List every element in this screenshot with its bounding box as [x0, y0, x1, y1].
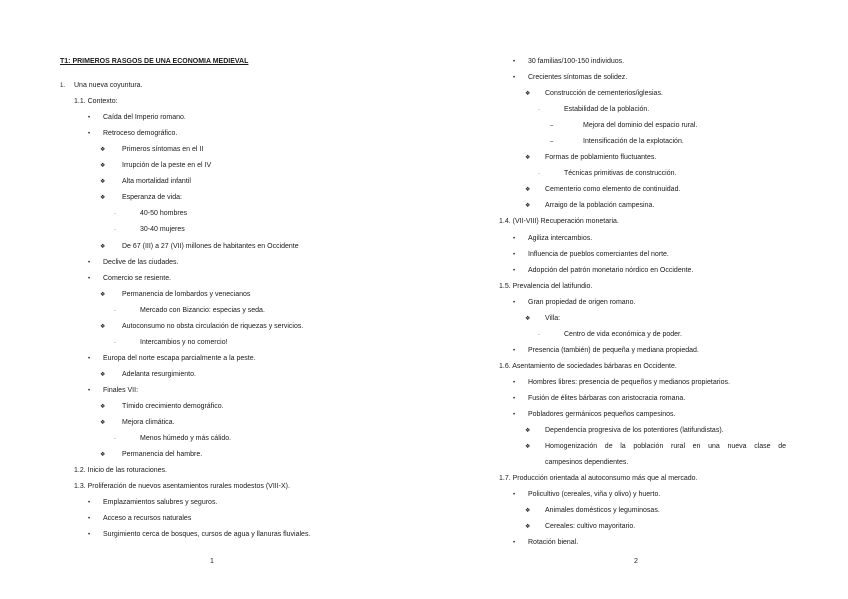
bullet-marker: ❖	[525, 444, 531, 451]
outline-text: Retroceso demográfico.	[103, 130, 178, 138]
outline-line	[0, 367, 424, 383]
outline-text: Tímido crecimiento demográfico.	[122, 402, 224, 410]
bullet-marker: ❖	[100, 243, 106, 250]
outline-text: Pobladores germánicos pequeños campesinos.	[528, 411, 676, 419]
bullet-marker: •	[88, 516, 91, 523]
bullet-marker: •	[88, 131, 91, 138]
outline-text: Adelanta resurgimiento.	[122, 370, 196, 378]
bullet-marker: •	[513, 267, 516, 274]
bullet-marker: ❖	[100, 323, 106, 330]
outline-text: Europa del norte escapa parcialmente a la peste.	[103, 354, 256, 362]
outline-line	[0, 94, 424, 110]
outline-text: Finales VII:	[103, 386, 139, 394]
outline-text: Influencia de pueblos comerciantes del norte.	[528, 250, 669, 258]
outline-text: Autoconsumo no obsta circulación de riquezas y servicios.	[122, 322, 304, 330]
outline-text: Técnicas primitivas de construcción.	[564, 170, 677, 178]
outline-text: Alta mortalidad infantil	[122, 178, 191, 186]
outline-text: Estabilidad de la población.	[564, 106, 650, 114]
outline-line	[424, 150, 848, 166]
bullet-marker: ❖	[525, 155, 531, 162]
outline-text: Hombres libres: presencia de pequeños y medianos propietarios.	[528, 378, 730, 386]
outline-text: Gran propiedad de origen romano.	[528, 298, 636, 306]
outline-text: 1.7. Producción orientada al autoconsumo más que al mercado.	[499, 475, 698, 483]
bullet-marker: ❖	[100, 452, 106, 459]
outline-text: Cementerio como elemento de continuidad.	[545, 186, 681, 194]
outline-text: Irrupción de la peste en el IV	[122, 162, 212, 170]
outline-text: Acceso a recursos naturales	[103, 515, 192, 523]
outline-text: Intensificación de la explotación.	[583, 138, 684, 146]
outline-line	[424, 70, 848, 86]
outline-text: Crecientes síntomas de solidez.	[528, 74, 628, 82]
outline-line	[424, 182, 848, 198]
bullet-marker: •	[88, 500, 91, 507]
bullet-marker: ❖	[525, 187, 531, 194]
outline-line	[424, 311, 848, 327]
outline-text: Esperanza de vida:	[122, 194, 182, 202]
outline-line	[424, 247, 848, 263]
outline-line	[0, 399, 424, 415]
outline-line	[424, 86, 848, 102]
outline-line	[424, 327, 848, 343]
outline-text: Comercio se resiente.	[103, 274, 172, 282]
outline-text: Rotación bienal.	[528, 539, 579, 547]
bullet-marker: ·	[114, 307, 116, 314]
outline-line	[424, 214, 848, 230]
outline-line	[0, 303, 424, 319]
document-page-2	[424, 0, 848, 599]
outline-line	[0, 319, 424, 335]
bullet-marker: •	[513, 395, 516, 402]
outline-line	[0, 415, 424, 431]
outline-line	[424, 343, 848, 359]
outline-line	[424, 423, 848, 439]
bullet-marker: ·	[538, 107, 540, 114]
outline-line	[424, 535, 848, 551]
outline-text: campesinos dependientes.	[545, 459, 629, 467]
outline-text: Cereales: cultivo mayoritario.	[545, 523, 636, 531]
outline-text: Animales domésticos y leguminosas.	[545, 507, 660, 515]
outline-text: Mejora climática.	[122, 419, 175, 427]
outline-line	[0, 142, 424, 158]
outline-line	[424, 455, 848, 471]
page-2-content	[424, 54, 848, 551]
bullet-marker: ❖	[100, 179, 106, 186]
bullet-marker: ·	[114, 339, 116, 346]
outline-line	[0, 479, 424, 495]
outline-text: Fusión de élites bárbaras con aristocracia romana.	[528, 394, 686, 402]
outline-line	[0, 190, 424, 206]
bullet-marker: ❖	[525, 508, 531, 515]
outline-line	[0, 222, 424, 238]
outline-text: Centro de vida económica y de poder.	[564, 330, 682, 338]
outline-line	[424, 295, 848, 311]
bullet-marker: •	[513, 540, 516, 547]
outline-line	[424, 198, 848, 214]
outline-text: Formas de poblamiento fluctuantes.	[545, 154, 657, 162]
outline-text: Construcción de cementerios/iglesias.	[545, 90, 663, 98]
bullet-marker: ·	[114, 436, 116, 443]
outline-text: Adopción del patrón monetario nórdico en Occidente.	[528, 266, 694, 274]
bullet-marker: ·	[538, 331, 540, 338]
bullet-marker: •	[88, 275, 91, 282]
bullet-marker: –	[550, 123, 554, 130]
bullet-marker: •	[513, 492, 516, 499]
outline-line	[424, 166, 848, 182]
outline-line	[424, 391, 848, 407]
bullet-marker: ❖	[100, 420, 106, 427]
bullet-marker: ❖	[525, 428, 531, 435]
bullet-marker: ❖	[525, 524, 531, 531]
outline-line	[424, 134, 848, 150]
outline-text: Permanencia de lombardos y venecianos	[122, 290, 251, 298]
outline-line	[0, 271, 424, 287]
outline-text: 30 familias/100-150 individuos.	[528, 58, 625, 65]
outline-line	[424, 487, 848, 503]
outline-line	[424, 231, 848, 247]
outline-line	[0, 287, 424, 303]
outline-line	[0, 110, 424, 126]
outline-text: Una nueva coyuntura.	[74, 82, 143, 90]
outline-line	[0, 255, 424, 271]
outline-line	[0, 527, 424, 543]
outline-text: 1.3. Proliferación de nuevos asentamientos rurales modestos (VIII-X).	[74, 483, 290, 491]
bullet-marker: ❖	[100, 163, 106, 170]
outline-line	[0, 463, 424, 479]
page-1-content	[0, 54, 424, 543]
outline-text: 1.1. Contexto:	[74, 98, 118, 106]
document-title: T1: PRIMEROS RASGOS DE UNA ECONOMIA MEDIEVAL	[60, 58, 249, 65]
bullet-marker: ·	[114, 211, 116, 218]
outline-text: Presencia (también) de pequeña y mediana propiedad.	[528, 346, 699, 354]
page-number: 2	[634, 558, 638, 565]
outline-line	[0, 431, 424, 447]
outline-text: 1.5. Prevalencia del latifundio.	[499, 282, 593, 290]
outline-line	[424, 439, 848, 455]
bullet-marker: •	[513, 412, 516, 419]
bullet-marker: 1.	[60, 83, 66, 90]
bullet-marker: •	[88, 355, 91, 362]
outline-line	[424, 263, 848, 279]
bullet-marker: ·	[538, 171, 540, 178]
bullet-marker: ❖	[100, 371, 106, 378]
outline-text: Agiliza intercambios.	[528, 234, 593, 242]
bullet-marker: •	[513, 59, 516, 65]
bullet-marker: •	[88, 115, 91, 122]
outline-line	[0, 206, 424, 222]
outline-line	[0, 174, 424, 190]
bullet-marker: ❖	[100, 291, 106, 298]
outline-line	[0, 335, 424, 351]
outline-line	[424, 118, 848, 134]
bullet-marker: •	[513, 379, 516, 386]
outline-text: Arraigo de la población campesina.	[545, 202, 655, 210]
outline-text: Homogenización de la población rural en una nueva clase de	[545, 443, 786, 451]
outline-line	[0, 447, 424, 463]
outline-text: Villa:	[545, 314, 561, 322]
outline-text: Declive de las ciudades.	[103, 258, 179, 266]
outline-line	[424, 279, 848, 295]
outline-text: Policultivo (cereales, viña y olivo) y huerto.	[528, 491, 661, 499]
outline-text: Mercado con Bizancio: especias y seda.	[140, 306, 265, 314]
bullet-marker: •	[88, 532, 91, 539]
outline-text: 1.6. Asentamiento de sociedades bárbaras en Occidente.	[499, 362, 677, 370]
outline-text: Primeros síntomas en el II	[122, 146, 204, 154]
outline-text: De 67 (III) a 27 (VII) millones de habitantes en Occidente	[122, 242, 299, 250]
outline-text: 30-40 mujeres	[140, 226, 185, 234]
bullet-marker: ❖	[525, 315, 531, 322]
outline-line	[0, 158, 424, 174]
bullet-marker: ❖	[525, 91, 531, 98]
page-number: 1	[210, 558, 214, 565]
outline-line	[424, 519, 848, 535]
outline-text: 1.4. (VII-VIII) Recuperación monetaria.	[499, 218, 619, 226]
bullet-marker: ❖	[100, 403, 106, 410]
bullet-marker: ❖	[100, 195, 106, 202]
outline-text: Mejora del dominio del espacio rural.	[583, 122, 698, 130]
outline-line	[0, 78, 424, 94]
outline-line	[424, 359, 848, 375]
bullet-marker: •	[88, 387, 91, 394]
outline-line	[424, 375, 848, 391]
outline-line	[0, 126, 424, 142]
outline-text: Permanencia del hambre.	[122, 451, 203, 459]
outline-text: 1.2. Inicio de las roturaciones.	[74, 467, 167, 475]
outline-text: Caída del Imperio romano.	[103, 114, 186, 122]
bullet-marker: •	[88, 259, 91, 266]
outline-line	[0, 383, 424, 399]
outline-line	[424, 102, 848, 118]
outline-line	[424, 54, 848, 70]
bullet-marker: •	[513, 251, 516, 258]
outline-line	[0, 511, 424, 527]
outline-text: Menos húmedo y más cálido.	[140, 435, 232, 443]
outline-line	[424, 407, 848, 423]
bullet-marker: ❖	[100, 147, 106, 154]
bullet-marker: ·	[114, 227, 116, 234]
outline-line	[424, 503, 848, 519]
outline-text: Intercambios y no comercio!	[140, 338, 228, 346]
bullet-marker: –	[550, 139, 554, 146]
outline-line	[0, 351, 424, 367]
outline-line	[0, 54, 424, 70]
outline-text: Emplazamientos salubres y seguros.	[103, 499, 218, 507]
outline-text: 40-50 hombres	[140, 210, 188, 218]
bullet-marker: •	[513, 75, 516, 82]
outline-text: Surgimiento cerca de bosques, cursos de agua y llanuras fluviales.	[103, 531, 311, 539]
bullet-marker: •	[513, 299, 516, 306]
outline-line	[0, 239, 424, 255]
outline-line	[424, 471, 848, 487]
outline-text: Dependencia progresiva de los potentiores (latifundistas).	[545, 427, 724, 435]
bullet-marker: ❖	[525, 203, 531, 210]
bullet-marker: •	[513, 235, 516, 242]
outline-line	[0, 495, 424, 511]
bullet-marker: •	[513, 347, 516, 354]
outline-line	[0, 70, 424, 78]
